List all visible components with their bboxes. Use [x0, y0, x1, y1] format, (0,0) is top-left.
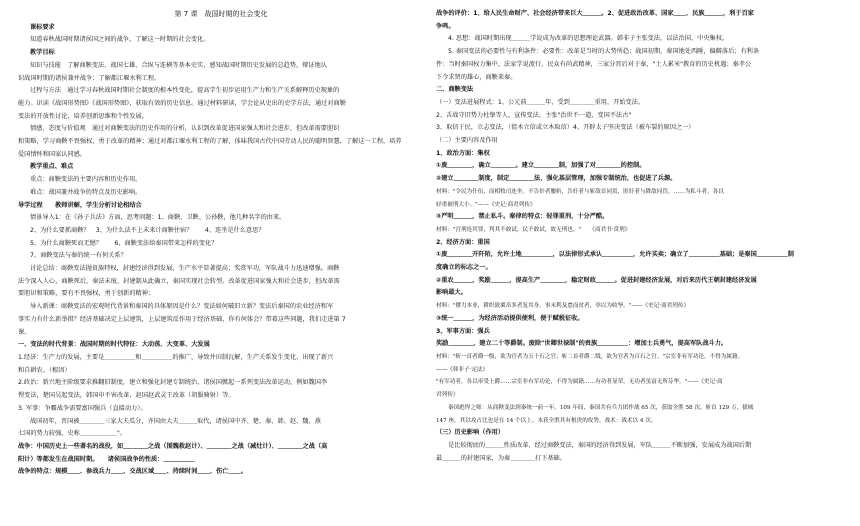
text-line: 3. 军事：争霸战争需要富国强兵（直接动力）。: [18, 404, 147, 412]
heading-section-2: 二、商鞅变法: [436, 86, 474, 94]
text-line: 导入新课：商鞅变法的宏观时代背景和秦国的具体原因是什么？变法如何破旧立新？变法后秦国的农业经济和军: [30, 303, 334, 311]
text-line: 悝变法，楚国吴起变法，韩国申不害改革，赵国赵武灵王改革（胡服骑射）等。: [18, 392, 235, 400]
text-line-bold: 战争的评价：1、给人民生命财产、社会经济带来巨大＿＿＿。2、促进政治改革、国家＿＿、民族＿＿＿，利于百家: [436, 10, 754, 17]
text-line: 变法的开放性讨论，培养创新思维和个性发展。: [18, 112, 148, 120]
text-line: 5、为什么商鞅死而无憾？ 6、商鞅变法给秦国带来怎样的变化？: [30, 239, 218, 247]
text-line: 3、取信于民，立志变法，（徙木立信或立木取信）4、开辟太子坚决变法（被车裂的原因之一）: [436, 124, 695, 132]
heading-politics: 1、政治方面：集权: [436, 149, 490, 157]
text-line: 情景导入1：在《孙子兵法》方面，思考问题：1、商鞅、卫鞅、公孙鞅，他几种名字的由来。: [30, 214, 286, 222]
text-line: 事实力有什么新举措？经济基础决定上层建筑，上层建筑反作用于经济基础，你有何体会？带着这些问题，我们走进第 7: [18, 315, 346, 323]
text-line: 要胆识和策略，要有不畏强权，勇于创新的精神；: [18, 290, 155, 298]
text-line: 1.经济：生产力的发展，主要是＿＿＿＿＿和＿＿＿＿＿的推广，导致井田制瓦解，生产关系发生变化，出现了新兴: [18, 353, 334, 361]
quote-line: 秦国彪悍之师：从商鞅变法到秦统一前一年，109 年间，秦国共有兵力团作战 65 次，获取全胜 58 次，斩首 129 万，拔城: [448, 404, 754, 411]
text-line-bold: ③统一＿＿＿，为经济活动提供便利，便于赋税征收。: [436, 314, 584, 322]
quote-line: 材料："斩一首者爵一级，欲为官者为五十石之官；斩二首者爵二级，欲为官者为百石之官。"宗室非有军功论，不得为属籍。: [436, 353, 744, 360]
text-line: 重点：商鞅变法的主要内容和历史作用。: [30, 176, 142, 184]
text-line-bold: 影响最大。: [436, 289, 467, 297]
text-line: 5. 秦国变法的必要性与有利条件：必要性：改革是当时的大势所趋；战国初期，秦国地处西陲，偏僻落后；有利条: [448, 48, 760, 56]
heading-subsection-2: （二）主要内容及作用: [436, 137, 498, 145]
quote-line: ——《韩非子·定法》: [436, 366, 489, 373]
text-line: 难点：战国兼并战争的特点及历史影响。: [30, 188, 142, 196]
text-line: 知识与技能 了解商鞅变法、战国七雄、合纵与连横等基本史实，感知战国时期历史发展的总趋势，辩证地认: [30, 61, 327, 69]
quote-line: 材料："令民为什伍，而相牧司连坐。不告奸者腰斩，告奸者与斩敌首同赏，匿奸者与降敌同罚。……为私斗者，各以: [436, 188, 724, 195]
text-line: 和自耕农。（根因）: [18, 366, 71, 374]
text-line: 是比较彻底的＿＿＿性质改革，经过商鞅变法，秦国的经济得到发展，军队＿＿＿不断加强，发展成为战国后期: [448, 441, 752, 449]
heading-key-points: 教学重点、难点: [30, 163, 74, 171]
text-line: 爱国情怀和国家认同感。: [18, 150, 87, 158]
heading-curriculum-requirement: 课标要求: [30, 23, 55, 31]
text-line-bold: 战争：中国历史上一些著名的战役，如＿＿＿＿之战（围魏救赵计）、＿＿＿＿之战（减灶计）、＿＿＿＿之战（高: [18, 442, 328, 450]
text-line-bold: ②建立＿＿＿＿制度，制定＿＿＿＿法，强化基层管理，加强专制统治，也促进了兵源。: [436, 175, 677, 183]
text-line-bold: ①废＿＿＿＿开阡陌，允许土地＿＿＿＿＿，以法律形式承认＿＿＿＿＿，允许买卖；确立了＿＿＿＿＿基础；是秦国＿＿＿＿＿制: [436, 251, 794, 259]
text-line: （一）变法进展程式：1、公元前＿＿＿年，受到＿＿＿＿重用，开始变法。: [436, 98, 645, 106]
right-column: [436, 8, 846, 465]
text-line: 件：当时秦国权力集中，法家学说流行，民众有尚武精神，三家分晋后对于秦，"士人累米"教育的历史机遇；秦孝公: [436, 60, 752, 68]
text-line: 能力。识读《战国形势图》《战国形势图》，获取有效的历史信息。通过材料研读，学会论从史出的史学方法，通过对商鞅: [18, 99, 346, 107]
text-line: 课。: [18, 328, 31, 336]
text-line: 2、为什么要抓商鞅？ 3、为什么法不上未来计商鞅住宿？ 4、连坐是什么意思？: [30, 226, 265, 234]
text-line: 7、商鞅变法与秦的统一有何关系？: [30, 252, 127, 260]
quote-line: 材料："僇力本业，耕织致粟帛多者复其身。事末利及怠而贫者，举以为收孥。"——《史记·商君列传》: [436, 303, 690, 310]
text-line-bold: 争鸣。: [436, 22, 455, 30]
quote-line: 轻重被刑大小。"——《史记·商君列传》: [436, 201, 536, 208]
text-line-bold: ①废＿＿＿＿，确立＿＿＿＿。建立＿＿＿＿制，加强了对＿＿＿＿的控制。: [436, 162, 646, 170]
text-line: 知道春秋战国时期诸侯国之间的战争，了解这一时期的社会变化。: [30, 36, 210, 44]
quote-line: 材料："宫刑连其罪，判其不敢试，民不敢试，故无刑也。" 《商君书·赏刑》: [436, 226, 631, 233]
text-line: 2.政治：新兴地主阶级要求推翻旧制度，建立和强化封建专制统治，诸侯国掀起一系列变法改革运动，例如魏国李: [18, 379, 328, 387]
quote-line: 147 座，其以攻占比也是在 14 个以上。本获全胜其有根贵的攻势，战术：战术以 4 次。: [436, 417, 657, 424]
heading-influence: （三）历史影响（作用）: [436, 429, 505, 437]
text-line: 战国初年，晋国被＿＿＿＿三家大夫瓜分，齐国由大夫＿＿＿取代，诸侯国中齐、楚、秦、韩、赵、魏、燕: [30, 417, 321, 425]
text-line: 过程与方法 通过学习春秋战国时期社会制度的根本性变化，提高学生初步运用生产力和生产关系解释历史现象的: [30, 87, 340, 95]
text-line-bold: 战争的特点：规模＿＿、参战兵力＿＿、交战区域＿＿、持续时间＿＿、伤亡＿＿。: [18, 468, 247, 476]
heading-military: 3、军事方面：强兵: [436, 327, 490, 335]
text-line: 七国的势力较强，史称＿＿＿＿＿＿"。: [18, 430, 127, 438]
text-line-bold: 奖励＿＿＿＿，建立二十等爵制。废除"世卿世禄制"的贵族＿＿＿＿＿：增加士兵勇气，提高军队战斗力。: [436, 340, 728, 348]
text-line: 情感、态度与价值观 通过对商鞅变法的历史作用的分析，认识到改革促进国家强大和社会进步，但改革需要胆识: [30, 125, 340, 133]
lesson-title: 第 7 课 战国时期的社会变化: [174, 10, 268, 18]
quote-line: 君列传》: [436, 392, 459, 399]
text-line-bold: 阳计）等都发生在战国时期。 诸侯国战争的性质：＿＿＿＿＿: [18, 455, 195, 463]
heading-section-1: 一、变法的时代背景：战国时期的时代特征：大动荡、大变革、大发展: [18, 341, 210, 349]
text-line: 识战国时期的诸侯兼并战争；了解都江堰水利工程。: [18, 74, 161, 82]
text-line: 法令深入人心，商鞅死后，秦法未废，封建制从此确立，秦国实现社会转型。改革促进国家强大和社会进步，但改革需: [18, 277, 340, 285]
text-line: 下令求贤的雄心，商鞅来秦。: [436, 73, 517, 81]
left-column: [18, 8, 424, 479]
text-line-bold: ③严明＿＿＿，禁止私斗。秦律的特点：轻罪重刑，十分严酷。: [436, 213, 609, 221]
text-line: 4. 思想：战国时期出现＿＿＿学说成为改革的思想理论武器。韩非子主张变法，以法治国、中央集权。: [448, 35, 729, 43]
text-line-bold: ②重农＿＿＿，奖励＿＿＿，提高生产＿＿＿＿，稳定财政＿＿＿。促进封建经济发展，对后来历代王朝封建经济发展: [436, 276, 757, 284]
text-line: 2、舌战守旧势力杜挚等人，宣传变法。主张"治世不一道，变国不法古": [436, 111, 632, 119]
text-line: 和策略，学习商鞅不畏强权、勇于改革的精神；通过对都江堰水利工程的了解，体味我国古代中国劳动人民的聪明智慧，了解这一工程，培养: [18, 138, 402, 146]
heading-teaching-goals: 教学目标: [30, 49, 55, 57]
heading-economy: 2、经济方面：重国: [436, 238, 490, 246]
quote-line: "有军功者，各以率受上爵……宗室非有军功论，不得为属籍……有功者显荣，无功者虽富无所芬华。"——《史记·商: [436, 379, 723, 386]
heading-guided-process: 导学过程 教师讲解，学生分析讨论相结合: [18, 201, 142, 209]
text-line-bold: 度确立的标志之一。: [436, 264, 492, 272]
text-line: 讨论总结：商鞅变法抛贵族特权，封建经济得到发展，生产水平显著提高；奖赏军功，军队战斗力迅速增强。商鞅: [30, 265, 340, 273]
text-line: 最＿＿＿的封建国家，为秦＿＿＿＿打下基础。: [436, 454, 566, 462]
